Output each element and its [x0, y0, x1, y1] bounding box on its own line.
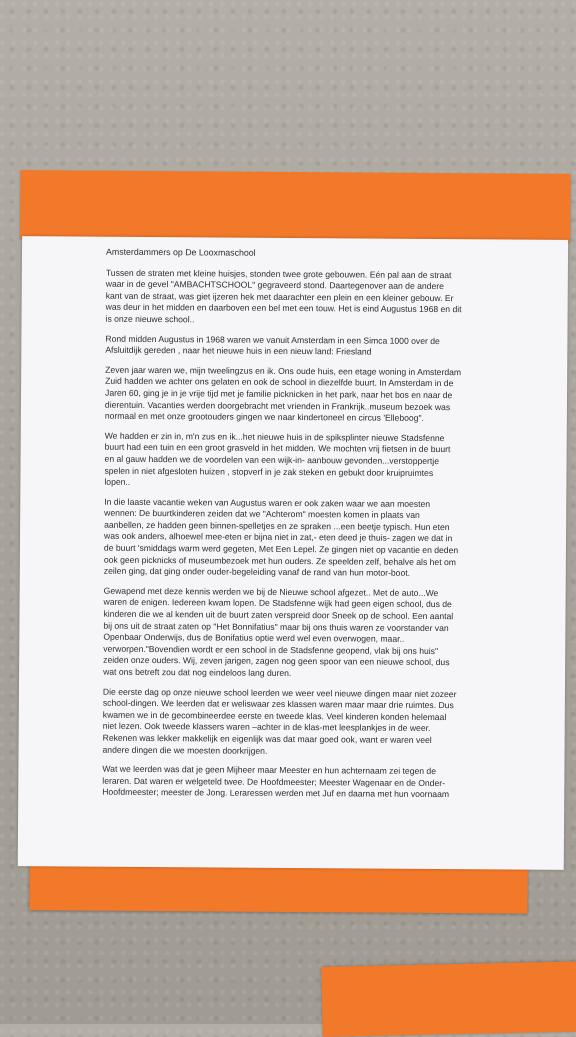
orange-panel-corner [321, 961, 576, 1037]
notice-title: Amsterdammers op De Looxmaschool [105, 246, 256, 258]
paragraph: In die laaste vacantie weken van Augustus waren er ook zaken waar we aan moesten wennen: De buurtkinderen zeiden dat we "Achterom" moesten komen in plaats van aanbellen, ze hadden geen binnen-spelletjes en ze spraken ...een beetje typisch. Hun eten was ook anders, alhoewel mee-eten er bijna niet in zat,- eten deed je thuis- zagen we dat in de buurt 'smiddags warm werd gegeten, Met Een Lepel. Ze gingen niet op vacantie en deden ook geen picknicks of museumbezoek met hun ouders. Ze speelden zelf, behalve als het om zeilen ging, dat ging onder ouder-begeleiding vanaf de rand van hun motor-boot. [103, 496, 459, 579]
notice-board [15, 170, 570, 914]
paragraph: Rond midden Augustus in 1968 waren we vanuit Amsterdam in een Simca 1000 over de Afsluitdijk gereden , naar het nieuwe huis in een nieuw land: Friesland [105, 333, 440, 357]
paragraph: Gewapend met deze kennis werden we bij de Nieuwe school afgezet.. Met de auto...We waren de enigen. Iedereen kwam lopen. De Stadsfenne wijk had geen eigen school, dus de kinderen die we al kenden uit de buurt zaten verspreid door Sneek op de school. Een aantal bij ons uit de straat zaten op "Het Bonnifatius" maar bij ons thuis waren ze voorstander van Openbaar Onderwijs, dus de Bonifatius optie werd wel even overwogen, maar.. verworpen."Bovendien wordt er een school in de Stadsfenne geopend, vlak bij ons huis" zeiden onze ouders. Wij, zeven jarigen, zagen nog geen spoor van een nieuwe school, dus wat ons betreft zou dat nog eindeloos lang duren. [103, 585, 454, 678]
notice-text [102, 247, 462, 809]
paragraph: Wat we leerden was dat je geen Mijheer maar Meester en hun achternaam zei tegen de leraren. Dat waren er welgeteld twee. De Hoofdmeester; Meester Wagenaar en de Onder-Hoofdmeester; meester de Jong. Leraressen werden met Juf en daarna met hun voornaam [102, 763, 450, 800]
paragraph: Die eerste dag op onze nieuwe school leerden we weer veel nieuwe dingen maar niet zozeer school-dingen. We leerden dat er weliswaar zes klassen waren maar maar drie ruimtes. Dus kwamen we in de gecombineerdee eerste en tweede klas. Veel kinderen konden helemaal niet lezen. Ook tweede klassers waren –achter in de klas-met leesplankjes in de weer. Rekenen was lekker makkelijk en eigenlijk was dat maar goed ook, want er waren veel andere dingen die we moesten doorkrijgen. [102, 686, 457, 756]
paragraph: We hadden er zin in, m'n zus en ik...het nieuwe huis in de spiksplinter nieuwe Stadsfenne buurt had een tuin en een groot grasveld in het midden. We mochten vrij fietsen in de buurt en al gauw hadden we de voordelen van een wijk-in- aanbouw gevonden...verstoppertje spelen in niet afgesloten huizen , stopverf in je zak steken en gebukt door kruipruimtes lopen.. [104, 430, 451, 487]
notice-paper [18, 236, 568, 870]
orange-header-band [20, 170, 570, 242]
paragraph: Zeven jaar waren we, mijn tweelingzus en ik. Ons oude huis, een etage woning in Amsterdam Zuid hadden we achter ons gelaten en ook de school in diezelfde buurt. In Amsterdam in de Jaren 60, ging je in je vrije tijd met je familie picknicken in het park, naar het bos en naar de dierentuin. Vacanties werden doorgebracht met vrienden in Frankrijk..museum bezoek was normaal en met onze grootouders gingen we naar kindertoneel en circus 'Elleboog". [104, 364, 462, 424]
paragraph: Tussen de straten met kleine huisjes, stonden twee grote gebouwen. Eén pal aan de straat waar in de gevel "AMBACHTSCHOOL" gegraveerd stond. Daartegenover aan de andere kant van de straat, was giet ijzeren hek met daarachter een plein en een kleiner gebouw. Er was deur in het midden en daarboven een bel met een touw. Het is eind Augustus 1968 en dit is onze nieuwe school.. [105, 267, 462, 325]
